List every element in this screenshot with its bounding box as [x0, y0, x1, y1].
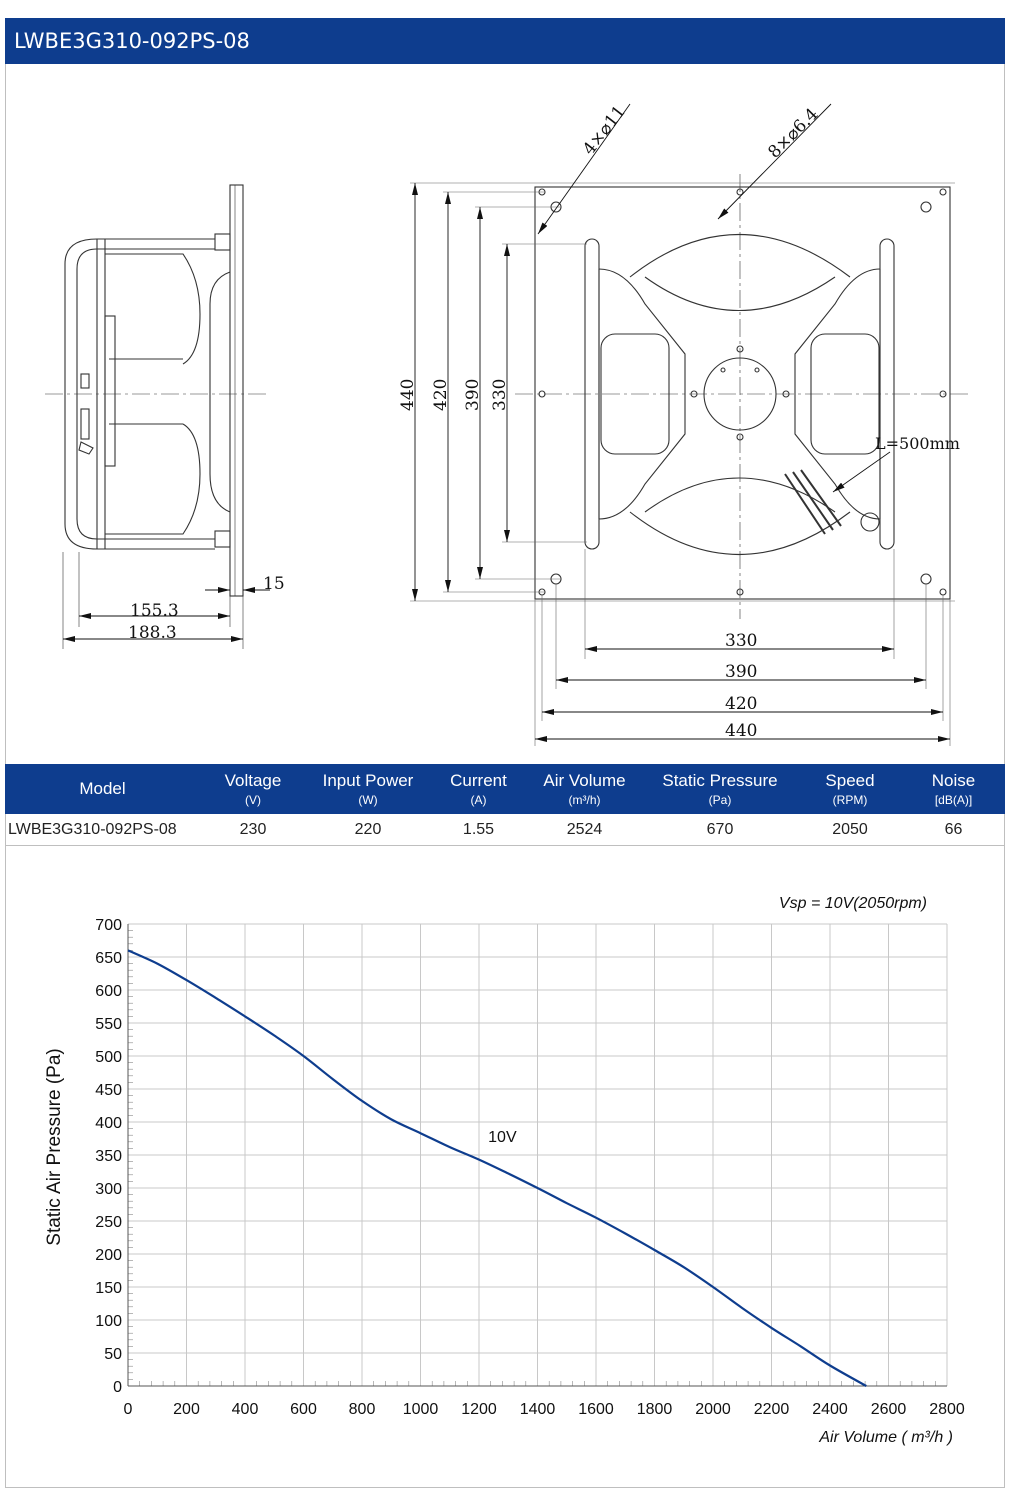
dim-v-330: 330	[490, 378, 510, 411]
y-tick-label: 600	[95, 983, 122, 1000]
x-tick-label: 2200	[753, 1401, 790, 1418]
chart-grid	[128, 924, 947, 1386]
front-view	[515, 174, 970, 619]
y-tick-label: 50	[104, 1346, 122, 1363]
front-dimensions	[415, 101, 950, 739]
y-tick-label: 150	[95, 1280, 122, 1297]
label-holes-small: 8×⌀6.4	[764, 104, 823, 163]
dim-h-440: 440	[725, 721, 758, 741]
chart-ticks	[95, 917, 965, 1418]
cell-air-volume: 2524	[527, 814, 642, 846]
dim-h-390: 390	[725, 662, 758, 682]
x-tick-label: 200	[173, 1401, 200, 1418]
page-title: LWBE3G310-092PS-08	[5, 18, 1005, 64]
cell-static-pressure: 670	[642, 814, 798, 846]
y-tick-label: 300	[95, 1181, 122, 1198]
chart-y-axis-label: Static Air Pressure (Pa)	[44, 1048, 65, 1246]
y-tick-label: 350	[95, 1148, 122, 1165]
dim-v-390: 390	[463, 378, 483, 411]
dim-depth-inner: 155.3	[130, 601, 179, 621]
dim-thickness: 15	[263, 574, 285, 594]
dim-depth-outer: 188.3	[128, 623, 177, 643]
side-view	[45, 185, 267, 649]
cell-noise: 66	[902, 814, 1005, 846]
y-tick-label: 500	[95, 1049, 122, 1066]
x-tick-label: 1800	[636, 1401, 673, 1418]
cell-model: LWBE3G310-092PS-08	[5, 814, 200, 846]
series-line-10v	[128, 950, 866, 1386]
front-extension-lines	[410, 183, 955, 746]
chart-series	[128, 950, 866, 1386]
series-label: 10V	[488, 1128, 517, 1146]
label-holes-large: 4×⌀11	[579, 101, 630, 160]
y-tick-label: 100	[95, 1313, 122, 1330]
y-tick-label: 400	[95, 1115, 122, 1132]
header-noise: Noise [dB(A)]	[902, 764, 1005, 814]
chart-title: Vsp = 10V(2050rpm)	[778, 895, 927, 912]
header-model: Model	[5, 764, 200, 814]
header-speed: Speed (RPM)	[798, 764, 902, 814]
chart-x-axis-label: Air Volume ( m³/h )	[819, 1429, 953, 1446]
x-tick-label: 800	[348, 1401, 376, 1418]
cell-input-power: 220	[306, 814, 430, 846]
x-tick-label: 2000	[695, 1401, 731, 1418]
dimension-drawing	[5, 64, 1005, 764]
dim-h-330: 330	[725, 631, 758, 651]
y-tick-label: 250	[95, 1214, 122, 1231]
dim-h-420: 420	[725, 694, 758, 714]
x-tick-label: 600	[290, 1401, 317, 1418]
x-tick-label: 2400	[812, 1401, 848, 1418]
header-input-power: Input Power (W)	[306, 764, 430, 814]
header-voltage: Voltage (V)	[200, 764, 306, 814]
x-tick-label: 1600	[578, 1401, 614, 1418]
x-tick-label: 0	[123, 1401, 133, 1418]
spec-table-header	[5, 764, 1005, 814]
label-cable-length: L=500mm	[875, 434, 960, 453]
header-air-volume: Air Volume (m³/h)	[527, 764, 642, 814]
cell-voltage: 230	[200, 814, 306, 846]
cell-speed: 2050	[798, 814, 902, 846]
dim-v-420: 420	[431, 378, 451, 411]
y-tick-label: 700	[95, 917, 122, 934]
dim-v-440: 440	[398, 378, 418, 411]
y-tick-label: 200	[95, 1247, 122, 1264]
y-tick-label: 650	[95, 950, 122, 967]
y-tick-label: 550	[95, 1016, 122, 1033]
table-row	[5, 814, 1005, 846]
y-tick-label: 0	[113, 1379, 122, 1396]
x-tick-label: 400	[231, 1401, 259, 1418]
spec-table	[5, 764, 1005, 846]
header-static-pressure: Static Pressure (Pa)	[642, 764, 798, 814]
x-tick-label: 2800	[929, 1401, 965, 1418]
x-tick-label: 1000	[402, 1401, 439, 1418]
header-current: Current (A)	[430, 764, 527, 814]
performance-chart	[5, 846, 1005, 1486]
x-tick-label: 1400	[519, 1401, 556, 1418]
x-tick-label: 2600	[870, 1401, 907, 1418]
cell-current: 1.55	[430, 814, 527, 846]
y-tick-label: 450	[95, 1082, 122, 1099]
x-tick-label: 1200	[461, 1401, 497, 1418]
